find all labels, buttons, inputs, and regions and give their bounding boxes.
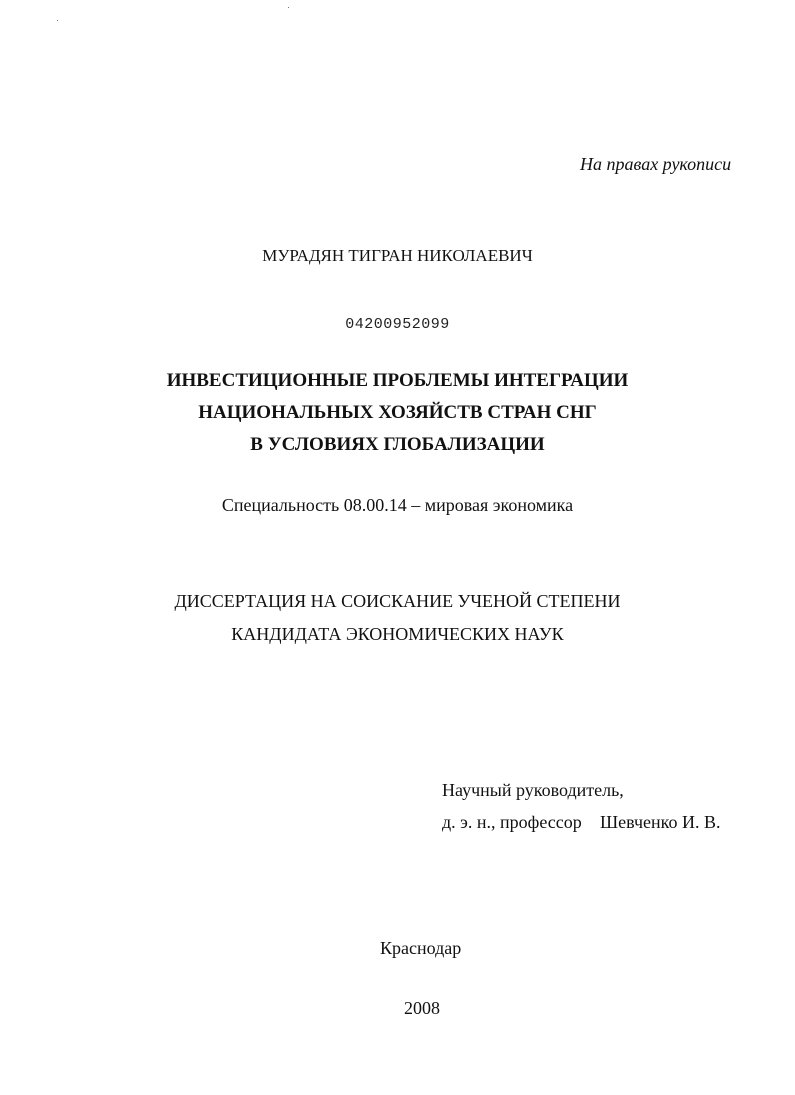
supervisor-title: д. э. н., профессор xyxy=(442,812,582,832)
scan-speck xyxy=(288,7,289,8)
manuscript-rights-note: На правах рукописи xyxy=(580,154,732,174)
title-line-1: ИНВЕСТИЦИОННЫЕ ПРОБЛЕМЫ ИНТЕГРАЦИИ xyxy=(166,370,629,391)
degree-line-1: ДИССЕРТАЦИЯ НА СОИСКАНИЕ УЧЕНОЙ СТЕПЕНИ xyxy=(174,591,621,611)
title-line-2: НАЦИОНАЛЬНЫХ ХОЗЯЙСТВ СТРАН СНГ xyxy=(198,402,597,423)
author-name: МУРАДЯН ТИГРАН НИКОЛАЕВИЧ xyxy=(262,246,533,265)
specialty: Специальность 08.00.14 – мировая экономика xyxy=(221,495,574,515)
city: Краснодар xyxy=(380,938,462,958)
supervisor-label: Научный руководитель, xyxy=(442,780,624,800)
year: 2008 xyxy=(404,998,440,1018)
degree-line-2: КАНДИДАТА ЭКОНОМИЧЕСКИХ НАУК xyxy=(231,624,564,644)
title-line-3: В УСЛОВИЯХ ГЛОБАЛИЗАЦИИ xyxy=(250,434,545,455)
catalog-number: 04200952099 xyxy=(345,316,450,333)
supervisor-name: Шевченко И. В. xyxy=(600,812,721,832)
scan-speck xyxy=(57,20,58,21)
